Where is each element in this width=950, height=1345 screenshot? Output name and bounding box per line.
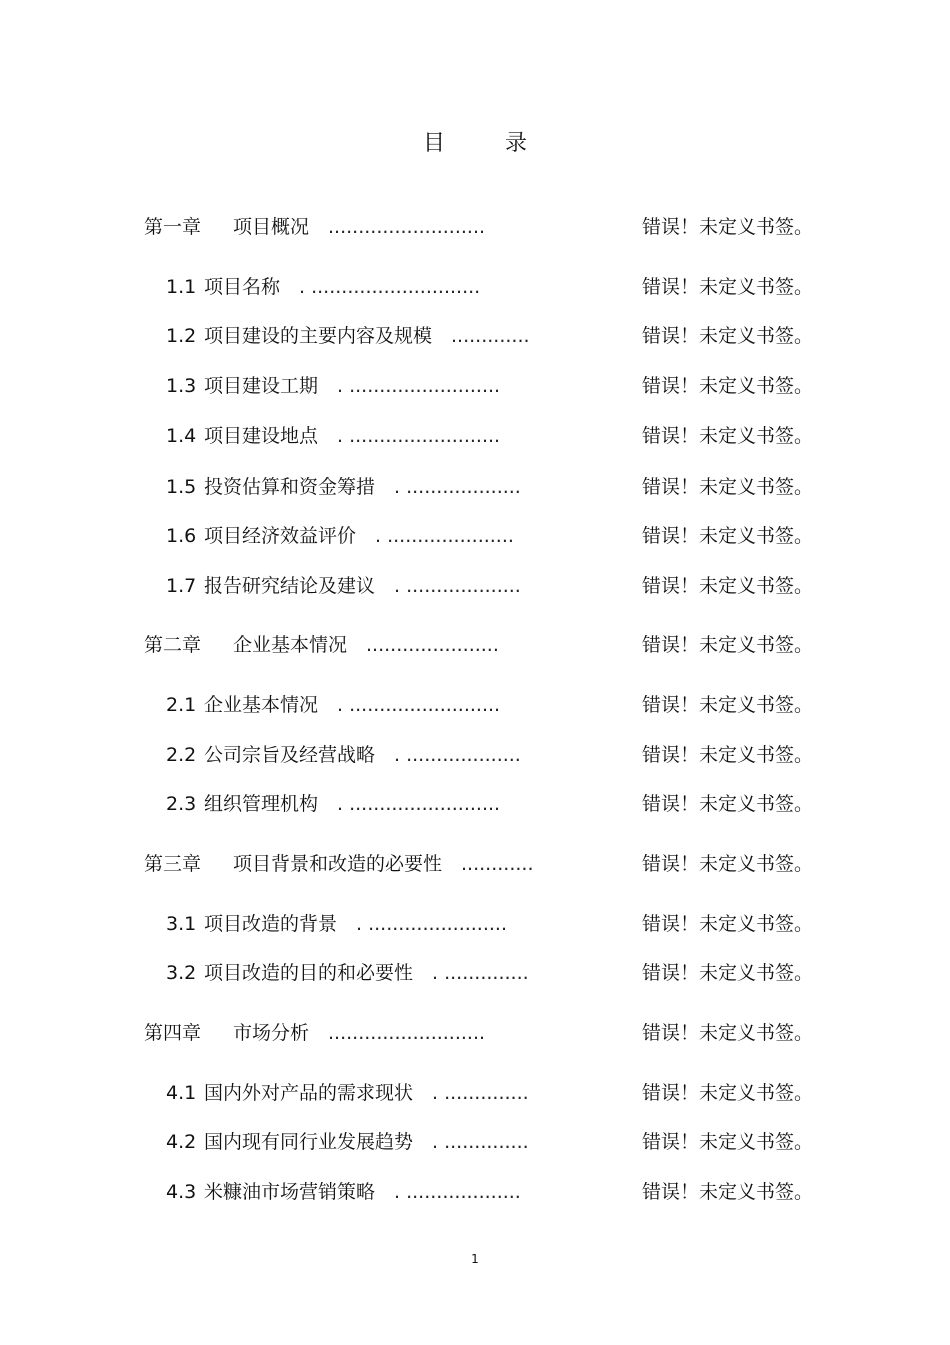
toc-entry-text: 项目背景和改造的必要性 — [233, 853, 443, 875]
toc-entry-text: 项目建设工期 — [204, 375, 319, 397]
toc-entry-text: 组织管理机构 — [204, 793, 319, 815]
page-number: 1 — [471, 1252, 479, 1266]
toc-leader-dots: . ................... — [394, 575, 521, 597]
toc-leader-dots: . .............. — [432, 1082, 529, 1104]
toc-page-ref: 错误！未定义书签。 — [642, 325, 814, 347]
toc-entry-heading — [166, 789, 500, 819]
toc-page-ref: 错误！未定义书签。 — [642, 744, 814, 766]
toc-section-entry[interactable] — [0, 1078, 950, 1108]
toc-entry-heading — [166, 321, 530, 351]
toc-entry-heading — [166, 472, 521, 502]
toc-entry-number: 第一章 — [144, 216, 202, 238]
toc-entry-text: 国内外对产品的需求现状 — [204, 1082, 414, 1104]
toc-page-ref: 错误！未定义书签。 — [642, 1082, 814, 1104]
toc-page-ref: 错误！未定义书签。 — [642, 793, 814, 815]
toc-leader-dots: . ....................... — [356, 913, 508, 935]
toc-section-entry[interactable] — [0, 958, 950, 988]
toc-leader-dots: ...................... — [366, 634, 499, 656]
toc-page-ref: 错误！未定义书签。 — [642, 962, 814, 984]
toc-entry-heading — [166, 272, 480, 302]
toc-entry-number: 4.1 — [166, 1082, 197, 1104]
toc-page-ref: 错误！未定义书签。 — [642, 913, 814, 935]
toc-leader-dots: . ......................... — [337, 793, 501, 815]
toc-entry-text: 项目概况 — [233, 216, 310, 238]
toc-entry-number: 第三章 — [144, 853, 202, 875]
toc-section-entry[interactable] — [0, 740, 950, 770]
toc-entry-number: 第二章 — [144, 634, 202, 656]
toc-entry-text: 项目名称 — [204, 276, 281, 298]
toc-entry-heading — [166, 1177, 521, 1207]
toc-page-ref: 错误！未定义书签。 — [642, 634, 814, 656]
toc-entry-heading — [144, 849, 534, 879]
toc-leader-dots: . ......................... — [337, 694, 501, 716]
toc-entry-text: 报告研究结论及建议 — [204, 575, 376, 597]
toc-entry-number: 2.1 — [166, 694, 197, 716]
toc-entry-text: 项目建设的主要内容及规模 — [204, 325, 433, 347]
toc-section-entry[interactable] — [0, 321, 950, 351]
toc-entry-text: 项目改造的背景 — [204, 913, 338, 935]
toc-entry-number: 1.7 — [166, 575, 197, 597]
toc-entry-number: 4.3 — [166, 1181, 197, 1203]
toc-page-ref: 错误！未定义书签。 — [642, 216, 814, 238]
toc-entry-heading — [144, 630, 499, 660]
toc-chapter-entry[interactable] — [0, 630, 950, 660]
toc-section-entry[interactable] — [0, 521, 950, 551]
toc-page-ref: 错误！未定义书签。 — [642, 1131, 814, 1153]
toc-section-entry[interactable] — [0, 371, 950, 401]
toc-leader-dots: .......................... — [328, 1022, 486, 1044]
toc-page-ref: 错误！未定义书签。 — [642, 575, 814, 597]
toc-entry-text: 企业基本情况 — [204, 694, 319, 716]
toc-entry-heading — [166, 1127, 529, 1157]
toc-leader-dots: . ......................... — [337, 375, 501, 397]
toc-entry-text: 项目经济效益评价 — [204, 525, 357, 547]
toc-entry-number: 1.1 — [166, 276, 197, 298]
toc-entry-heading — [166, 421, 500, 451]
toc-entry-number: 1.3 — [166, 375, 197, 397]
toc-entry-heading — [166, 371, 500, 401]
toc-entry-heading — [166, 740, 521, 770]
toc-page-ref: 错误！未定义书签。 — [642, 525, 814, 547]
toc-page-ref: 错误！未定义书签。 — [642, 276, 814, 298]
toc-leader-dots: ............ — [461, 853, 534, 875]
toc-entry-number: 3.2 — [166, 962, 197, 984]
toc-section-entry[interactable] — [0, 571, 950, 601]
toc-leader-dots: . .............. — [432, 962, 529, 984]
toc-leader-dots: .......................... — [328, 216, 486, 238]
toc-page-ref: 错误！未定义书签。 — [642, 853, 814, 875]
toc-entry-text: 公司宗旨及经营战略 — [204, 744, 376, 766]
toc-entry-text: 国内现有同行业发展趋势 — [204, 1131, 414, 1153]
toc-page-ref: 错误！未定义书签。 — [642, 1181, 814, 1203]
toc-leader-dots: . .............. — [432, 1131, 529, 1153]
toc-entry-heading — [166, 521, 514, 551]
toc-entry-number: 2.2 — [166, 744, 197, 766]
toc-page-ref: 错误！未定义书签。 — [642, 694, 814, 716]
toc-title — [0, 126, 950, 157]
toc-entry-text: 市场分析 — [233, 1022, 310, 1044]
toc-section-entry[interactable] — [0, 690, 950, 720]
toc-section-entry[interactable] — [0, 272, 950, 302]
toc-entry-heading — [166, 571, 521, 601]
toc-leader-dots: . ................... — [394, 1181, 521, 1203]
toc-entry-heading — [166, 909, 507, 939]
toc-section-entry[interactable] — [0, 472, 950, 502]
toc-entry-text: 米糠油市场营销策略 — [204, 1181, 376, 1203]
toc-title-char-2: 录 — [505, 131, 528, 156]
toc-page-ref: 错误！未定义书签。 — [642, 476, 814, 498]
toc-leader-dots: . ................... — [394, 744, 521, 766]
toc-title-char-1: 目 — [422, 131, 445, 156]
toc-leader-dots: . ................... — [394, 476, 521, 498]
toc-entry-text: 投资估算和资金筹措 — [204, 476, 376, 498]
toc-section-entry[interactable] — [0, 789, 950, 819]
toc-leader-dots: ............. — [451, 325, 530, 347]
toc-entry-number: 4.2 — [166, 1131, 197, 1153]
toc-entry-number: 第四章 — [144, 1022, 202, 1044]
toc-chapter-entry[interactable] — [0, 1018, 950, 1048]
toc-entry-number: 1.4 — [166, 425, 197, 447]
toc-section-entry[interactable] — [0, 1127, 950, 1157]
toc-page-ref: 错误！未定义书签。 — [642, 375, 814, 397]
toc-entry-number: 3.1 — [166, 913, 197, 935]
toc-entry-number: 1.2 — [166, 325, 197, 347]
toc-entry-heading — [144, 1018, 485, 1048]
toc-entry-heading — [144, 212, 485, 242]
toc-entry-text: 项目建设地点 — [204, 425, 319, 447]
toc-section-entry[interactable] — [0, 1177, 950, 1207]
toc-entry-number: 2.3 — [166, 793, 197, 815]
toc-entry-heading — [166, 1078, 529, 1108]
toc-section-entry[interactable] — [0, 421, 950, 451]
toc-section-entry[interactable] — [0, 909, 950, 939]
toc-entry-heading — [166, 690, 500, 720]
toc-entry-number: 1.6 — [166, 525, 197, 547]
toc-leader-dots: . ............................ — [299, 276, 481, 298]
toc-page-ref: 错误！未定义书签。 — [642, 425, 814, 447]
toc-chapter-entry[interactable] — [0, 212, 950, 242]
toc-entry-heading — [166, 958, 529, 988]
toc-page-ref: 错误！未定义书签。 — [642, 1022, 814, 1044]
toc-leader-dots: . ..................... — [375, 525, 514, 547]
toc-entry-number: 1.5 — [166, 476, 197, 498]
toc-entry-text: 企业基本情况 — [233, 634, 348, 656]
toc-entry-text: 项目改造的目的和必要性 — [204, 962, 414, 984]
toc-chapter-entry[interactable] — [0, 849, 950, 879]
toc-leader-dots: . ......................... — [337, 425, 501, 447]
